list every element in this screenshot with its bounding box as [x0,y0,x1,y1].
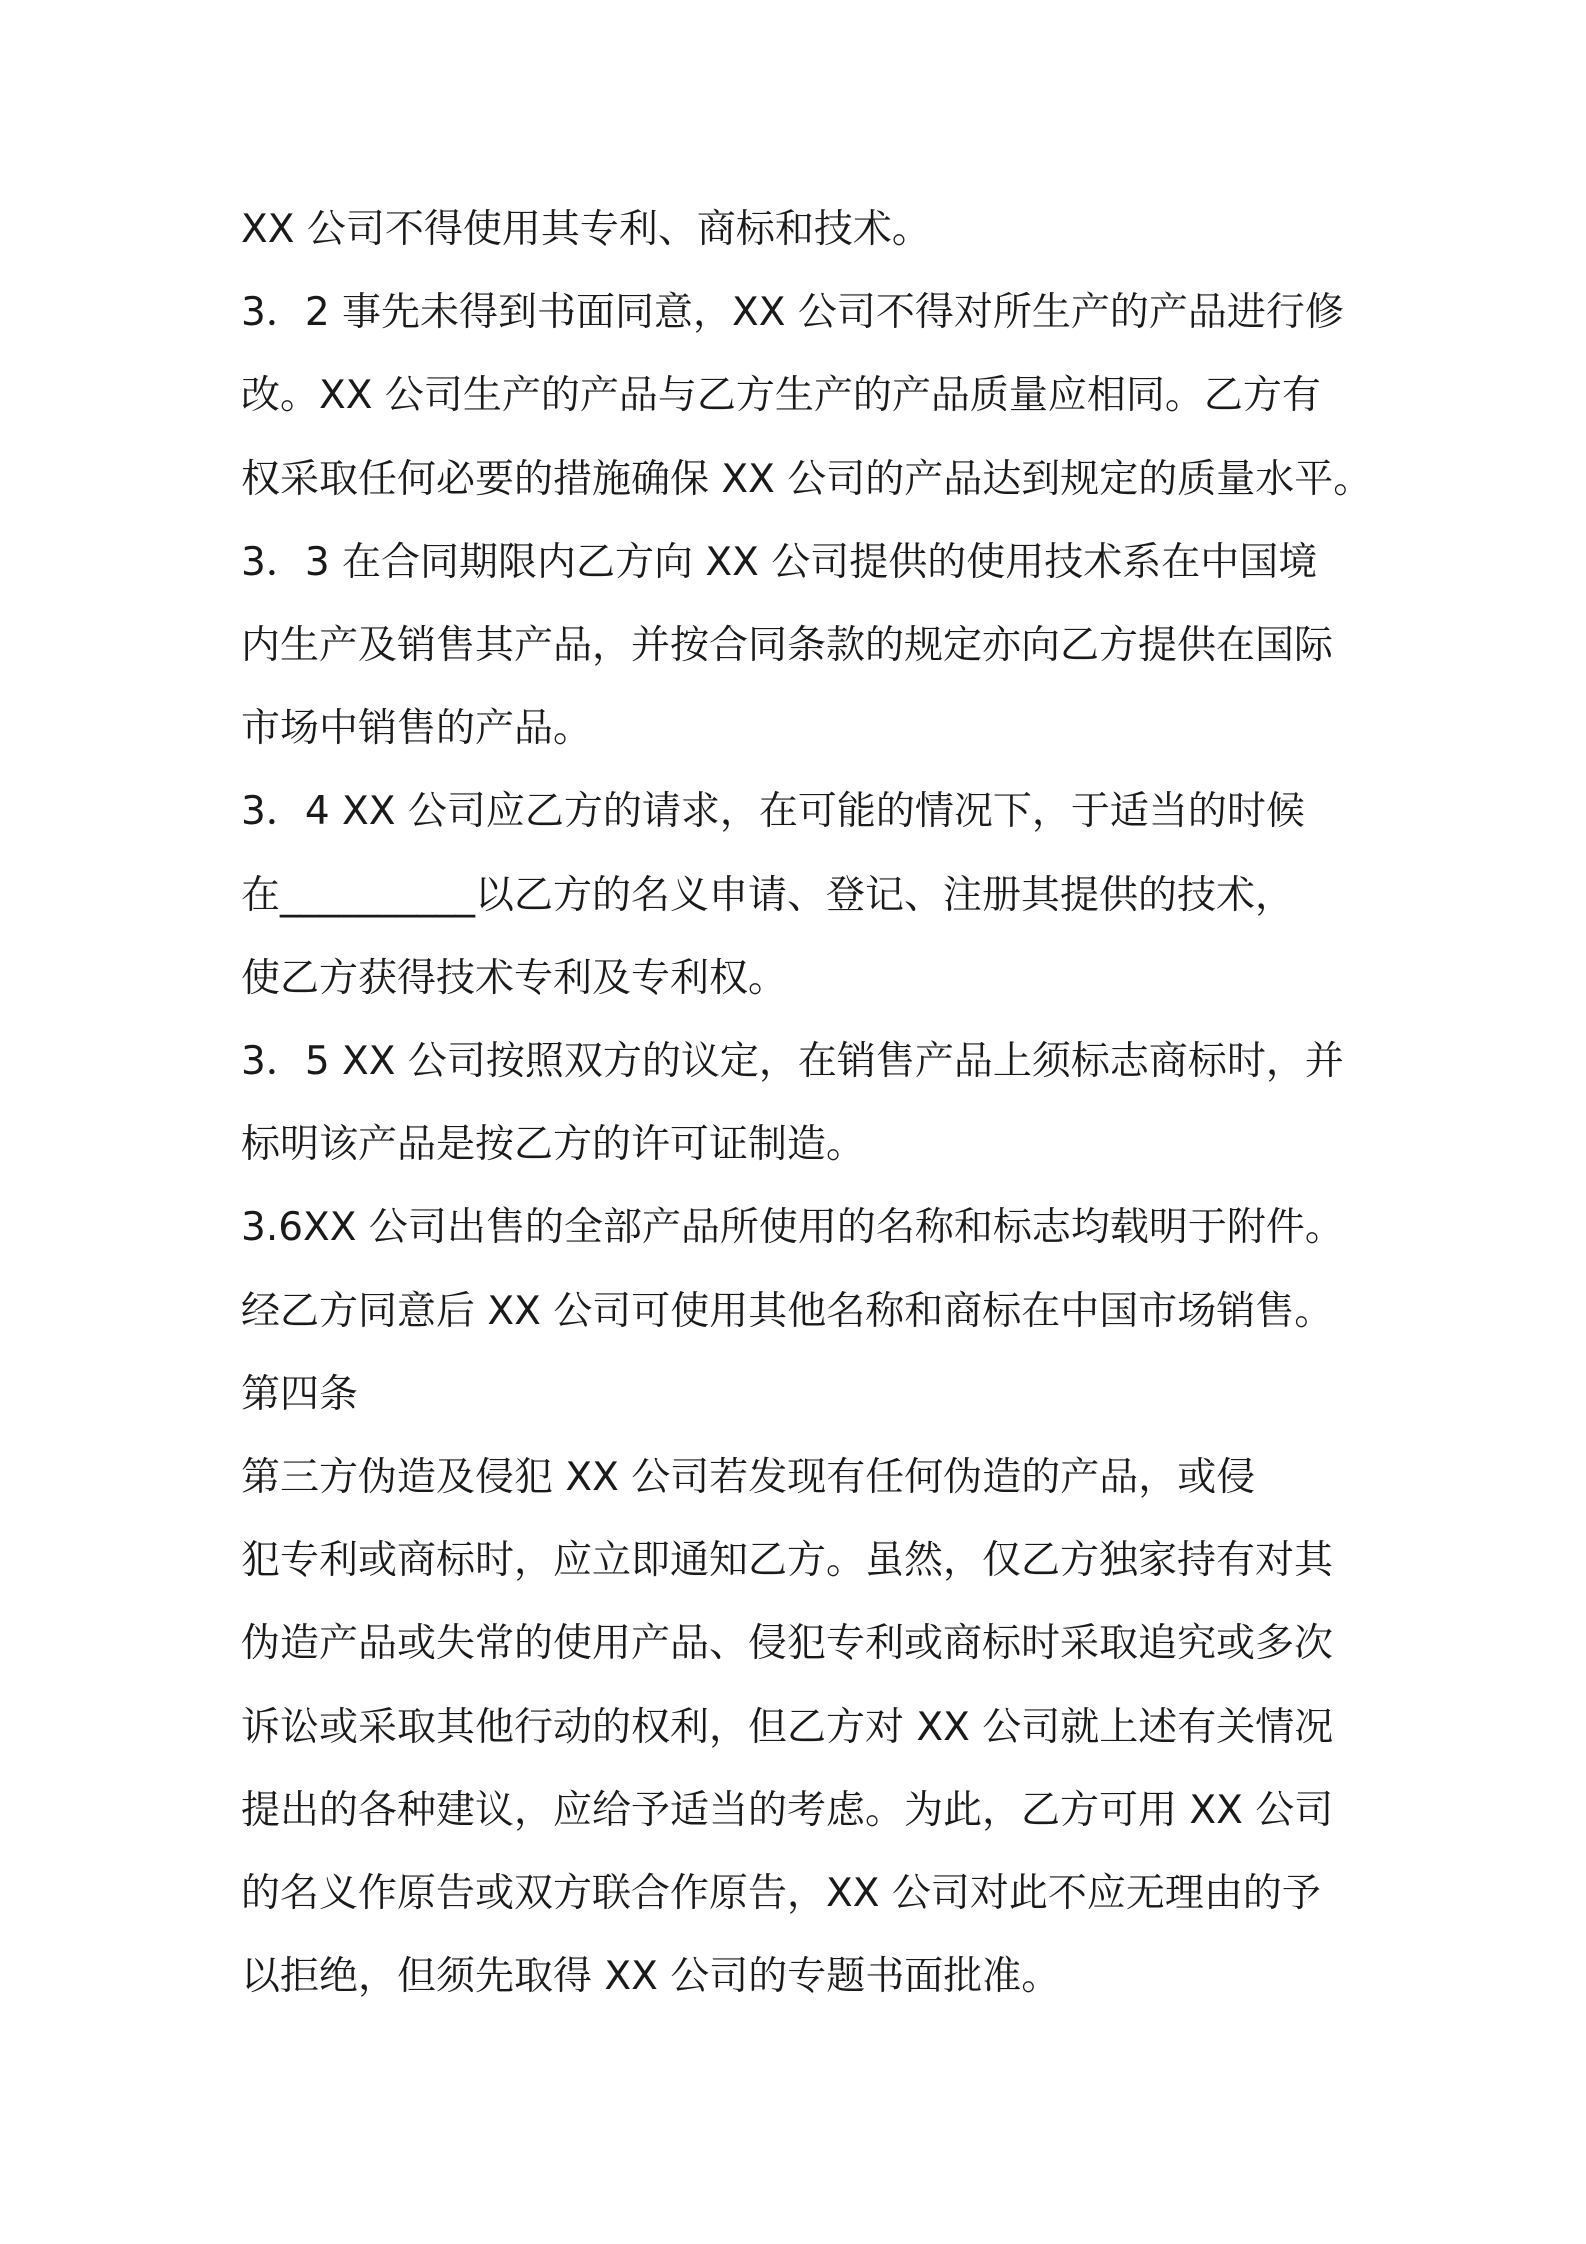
text-line: 的名义作原告或双方联合作原告，XX 公司对此不应无理由的予 [241,1871,1321,1916]
text-line: 提出的各种建议，应给予适当的考虑。为此，乙方可用 XX 公司 [241,1788,1334,1833]
text-line: 内生产及销售其产品，并按合同条款的规定亦向乙方提供在国际 [241,623,1334,668]
text-line: XX 公司不得使用其专利、商标和技术。 [241,207,931,252]
text-line: 3．2 事先未得到书面同意，XX 公司不得对所生产的产品进行修 [241,290,1344,335]
text-line: 伪造产品或失常的使用产品、侵犯专利或商标时采取追究或多次 [241,1621,1334,1666]
text-line: 犯专利或商标时，应立即通知乙方。虽然，仅乙方独家持有对其 [241,1538,1334,1583]
text-line: 市场中销售的产品。 [241,706,593,751]
text-line: 3．4 XX 公司应乙方的请求，在可能的情况下，于适当的时候 [241,789,1305,834]
text-line: 3．3 在合同期限内乙方向 XX 公司提供的使用技术系在中国境 [241,540,1318,585]
text-line: 标明该产品是按乙方的许可证制造。 [241,1122,866,1167]
text-line: 使乙方获得技术专利及专利权。 [241,956,788,1001]
text-line: 改。XX 公司生产的产品与乙方生产的产品质量应相同。乙方有 [241,373,1321,418]
text-line: 经乙方同意后 XX 公司可使用其他名称和商标在中国市场销售。 [241,1289,1334,1334]
text-line: 诉讼或采取其他行动的权利，但乙方对 XX 公司就上述有关情况 [241,1705,1334,1750]
text-line: 以拒绝，但须先取得 XX 公司的专题书面批准。 [241,1954,1061,1999]
text-line: 3．5 XX 公司按照双方的议定，在销售产品上须标志商标时，并 [241,1039,1344,1084]
text-line: 3.6XX 公司出售的全部产品所使用的名称和标志均载明于附件。 [241,1205,1344,1250]
text-line: 在__________以乙方的名义申请、登记、注册其提供的技术， [241,873,1295,918]
text-line: 权采取任何必要的措施确保 XX 公司的产品达到规定的质量水平。 [241,457,1373,502]
text-line: 第三方伪造及侵犯 XX 公司若发现有任何伪造的产品，或侵 [241,1455,1256,1500]
section-heading: 第四条 [241,1372,359,1417]
